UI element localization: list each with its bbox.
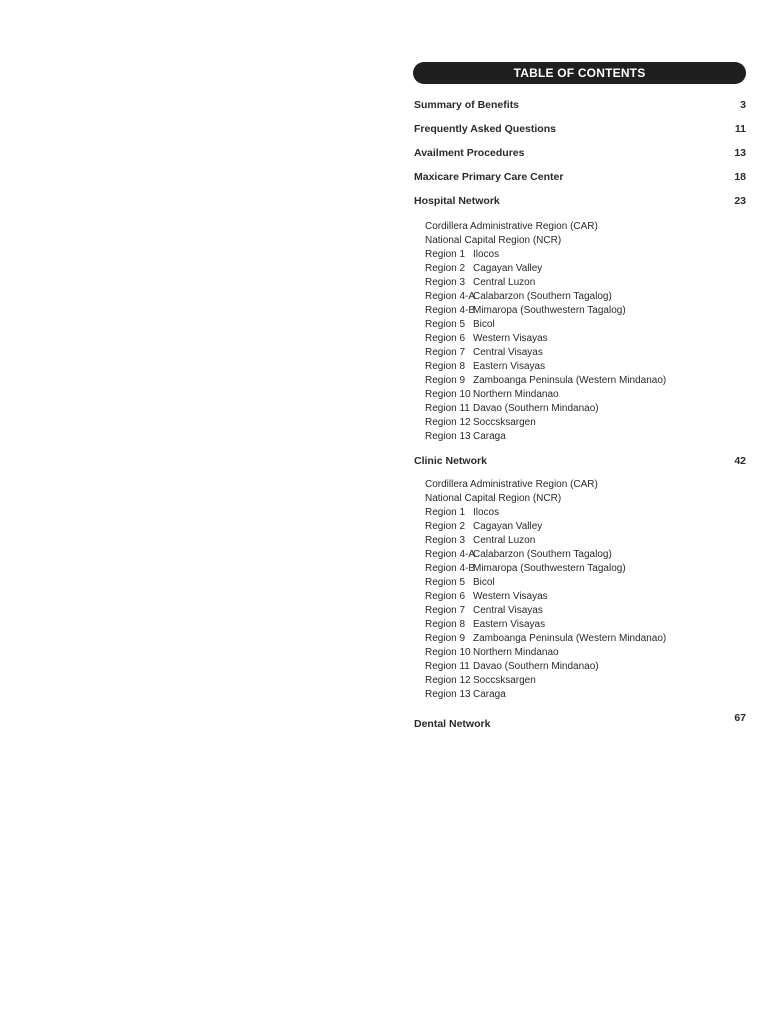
region-item — [425, 262, 746, 276]
region-item — [425, 220, 746, 234]
region-code: Region 7 — [425, 347, 466, 358]
region-full-name: National Capital Region (NCR) — [425, 493, 562, 504]
toc-entry-label: Maxicare Primary Care Center — [414, 171, 564, 183]
region-item — [425, 506, 746, 520]
region-item — [425, 646, 746, 660]
region-code: Region 9 — [425, 633, 466, 644]
region-code: Region 3 — [425, 535, 466, 546]
region-item — [425, 534, 746, 548]
region-code: Region 8 — [425, 361, 466, 372]
region-name: Caraga — [473, 689, 506, 700]
region-name: Ilocos — [473, 249, 500, 260]
region-item — [425, 234, 746, 248]
region-name: Caraga — [473, 431, 506, 442]
region-name: Mimaropa (Southwestern Tagalog) — [473, 305, 626, 316]
region-name: Zamboanga Peninsula (Western Mindanao) — [473, 375, 667, 386]
toc-entry-page: 23 — [734, 195, 746, 207]
region-name: Cagayan Valley — [473, 521, 543, 532]
region-full-name: Cordillera Administrative Region (CAR) — [425, 479, 598, 490]
region-name: Western Visayas — [473, 333, 548, 344]
region-code: Region 5 — [425, 319, 466, 330]
region-code: Region 2 — [425, 263, 466, 274]
toc-entry-availment-procedures[interactable] — [413, 146, 746, 160]
toc-entry-label: Hospital Network — [414, 195, 500, 207]
region-name: Central Luzon — [473, 535, 536, 546]
region-name: Davao (Southern Mindanao) — [473, 661, 599, 672]
region-name: Bicol — [473, 319, 495, 330]
region-name: Ilocos — [473, 507, 500, 518]
region-code: Region 4-B — [425, 563, 476, 574]
region-name: Eastern Visayas — [473, 361, 546, 372]
table-of-contents — [413, 62, 746, 728]
region-code: Region 10 — [425, 389, 471, 400]
toc-entry-summary-of-benefits[interactable] — [413, 98, 746, 112]
region-code: Region 3 — [425, 277, 466, 288]
region-code: Region 5 — [425, 577, 466, 588]
region-item — [425, 346, 746, 360]
toc-entry-page: 67 — [734, 712, 746, 724]
region-code: Region 4-B — [425, 305, 476, 316]
toc-entry-page: 42 — [734, 455, 746, 467]
region-item — [425, 492, 746, 506]
region-code: Region 11 — [425, 661, 470, 672]
region-item — [425, 576, 746, 590]
toc-entry-dental-network[interactable] — [413, 714, 746, 728]
region-name: Calabarzon (Southern Tagalog) — [473, 549, 612, 560]
hospital-region-list — [413, 220, 746, 444]
region-item — [425, 276, 746, 290]
region-code: Region 12 — [425, 417, 471, 428]
region-code: Region 10 — [425, 647, 471, 658]
toc-entry-label: Summary of Benefits — [414, 99, 520, 111]
region-item — [425, 688, 746, 702]
toc-entry-page: 18 — [734, 171, 746, 183]
region-name: Central Visayas — [473, 347, 543, 358]
region-code: Region 9 — [425, 375, 466, 386]
region-item — [425, 590, 746, 604]
region-item — [425, 674, 746, 688]
toc-entry-hospital-network[interactable] — [413, 194, 746, 208]
region-item — [425, 304, 746, 318]
region-item — [425, 618, 746, 632]
toc-entry-label: Frequently Asked Questions — [414, 123, 556, 135]
toc-entry-label: Dental Network — [414, 718, 491, 730]
region-item — [425, 660, 746, 674]
toc-entry-faq[interactable] — [413, 122, 746, 136]
region-code: Region 8 — [425, 619, 466, 630]
region-name: Northern Mindanao — [473, 389, 559, 400]
region-code: Region 7 — [425, 605, 466, 616]
region-name: Calabarzon (Southern Tagalog) — [473, 291, 612, 302]
region-item — [425, 632, 746, 646]
region-code: Region 4-A — [425, 291, 476, 302]
region-code: Region 2 — [425, 521, 466, 532]
region-item — [425, 520, 746, 534]
region-name: Davao (Southern Mindanao) — [473, 403, 599, 414]
region-item — [425, 430, 746, 444]
region-item — [425, 332, 746, 346]
region-item — [425, 604, 746, 618]
region-name: Northern Mindanao — [473, 647, 559, 658]
toc-entry-page: 11 — [734, 123, 746, 135]
toc-title: TABLE OF CONTENTS — [413, 62, 746, 84]
region-full-name: National Capital Region (NCR) — [425, 235, 562, 246]
region-code: Region 6 — [425, 333, 466, 344]
region-item — [425, 478, 746, 492]
region-item — [425, 374, 746, 388]
region-name: Central Luzon — [473, 277, 536, 288]
toc-entry-label: Clinic Network — [414, 455, 487, 467]
region-item — [425, 416, 746, 430]
region-name: Soccsksargen — [473, 417, 536, 428]
region-full-name: Cordillera Administrative Region (CAR) — [425, 221, 598, 232]
region-code: Region 1 — [425, 507, 466, 518]
region-code: Region 12 — [425, 675, 471, 686]
region-item — [425, 388, 746, 402]
region-code: Region 13 — [425, 689, 471, 700]
region-code: Region 1 — [425, 249, 466, 260]
region-item — [425, 360, 746, 374]
region-name: Soccsksargen — [473, 675, 536, 686]
toc-entry-clinic-network[interactable] — [413, 454, 746, 468]
toc-entry-label: Availment Procedures — [414, 147, 525, 159]
region-item — [425, 402, 746, 416]
region-item — [425, 290, 746, 304]
region-name: Central Visayas — [473, 605, 543, 616]
region-name: Zamboanga Peninsula (Western Mindanao) — [473, 633, 667, 644]
region-code: Region 4-A — [425, 549, 476, 560]
region-name: Bicol — [473, 577, 495, 588]
region-item — [425, 548, 746, 562]
region-code: Region 13 — [425, 431, 471, 442]
region-code: Region 6 — [425, 591, 466, 602]
region-name: Cagayan Valley — [473, 263, 543, 274]
region-name: Eastern Visayas — [473, 619, 546, 630]
region-code: Region 11 — [425, 403, 470, 414]
region-name: Western Visayas — [473, 591, 548, 602]
region-item — [425, 562, 746, 576]
region-item — [425, 248, 746, 262]
region-name: Mimaropa (Southwestern Tagalog) — [473, 563, 626, 574]
toc-entry-page: 13 — [734, 147, 746, 159]
clinic-region-list — [413, 478, 746, 702]
toc-entry-primary-care-center[interactable] — [413, 170, 746, 184]
region-item — [425, 318, 746, 332]
toc-entry-page: 3 — [740, 99, 746, 111]
